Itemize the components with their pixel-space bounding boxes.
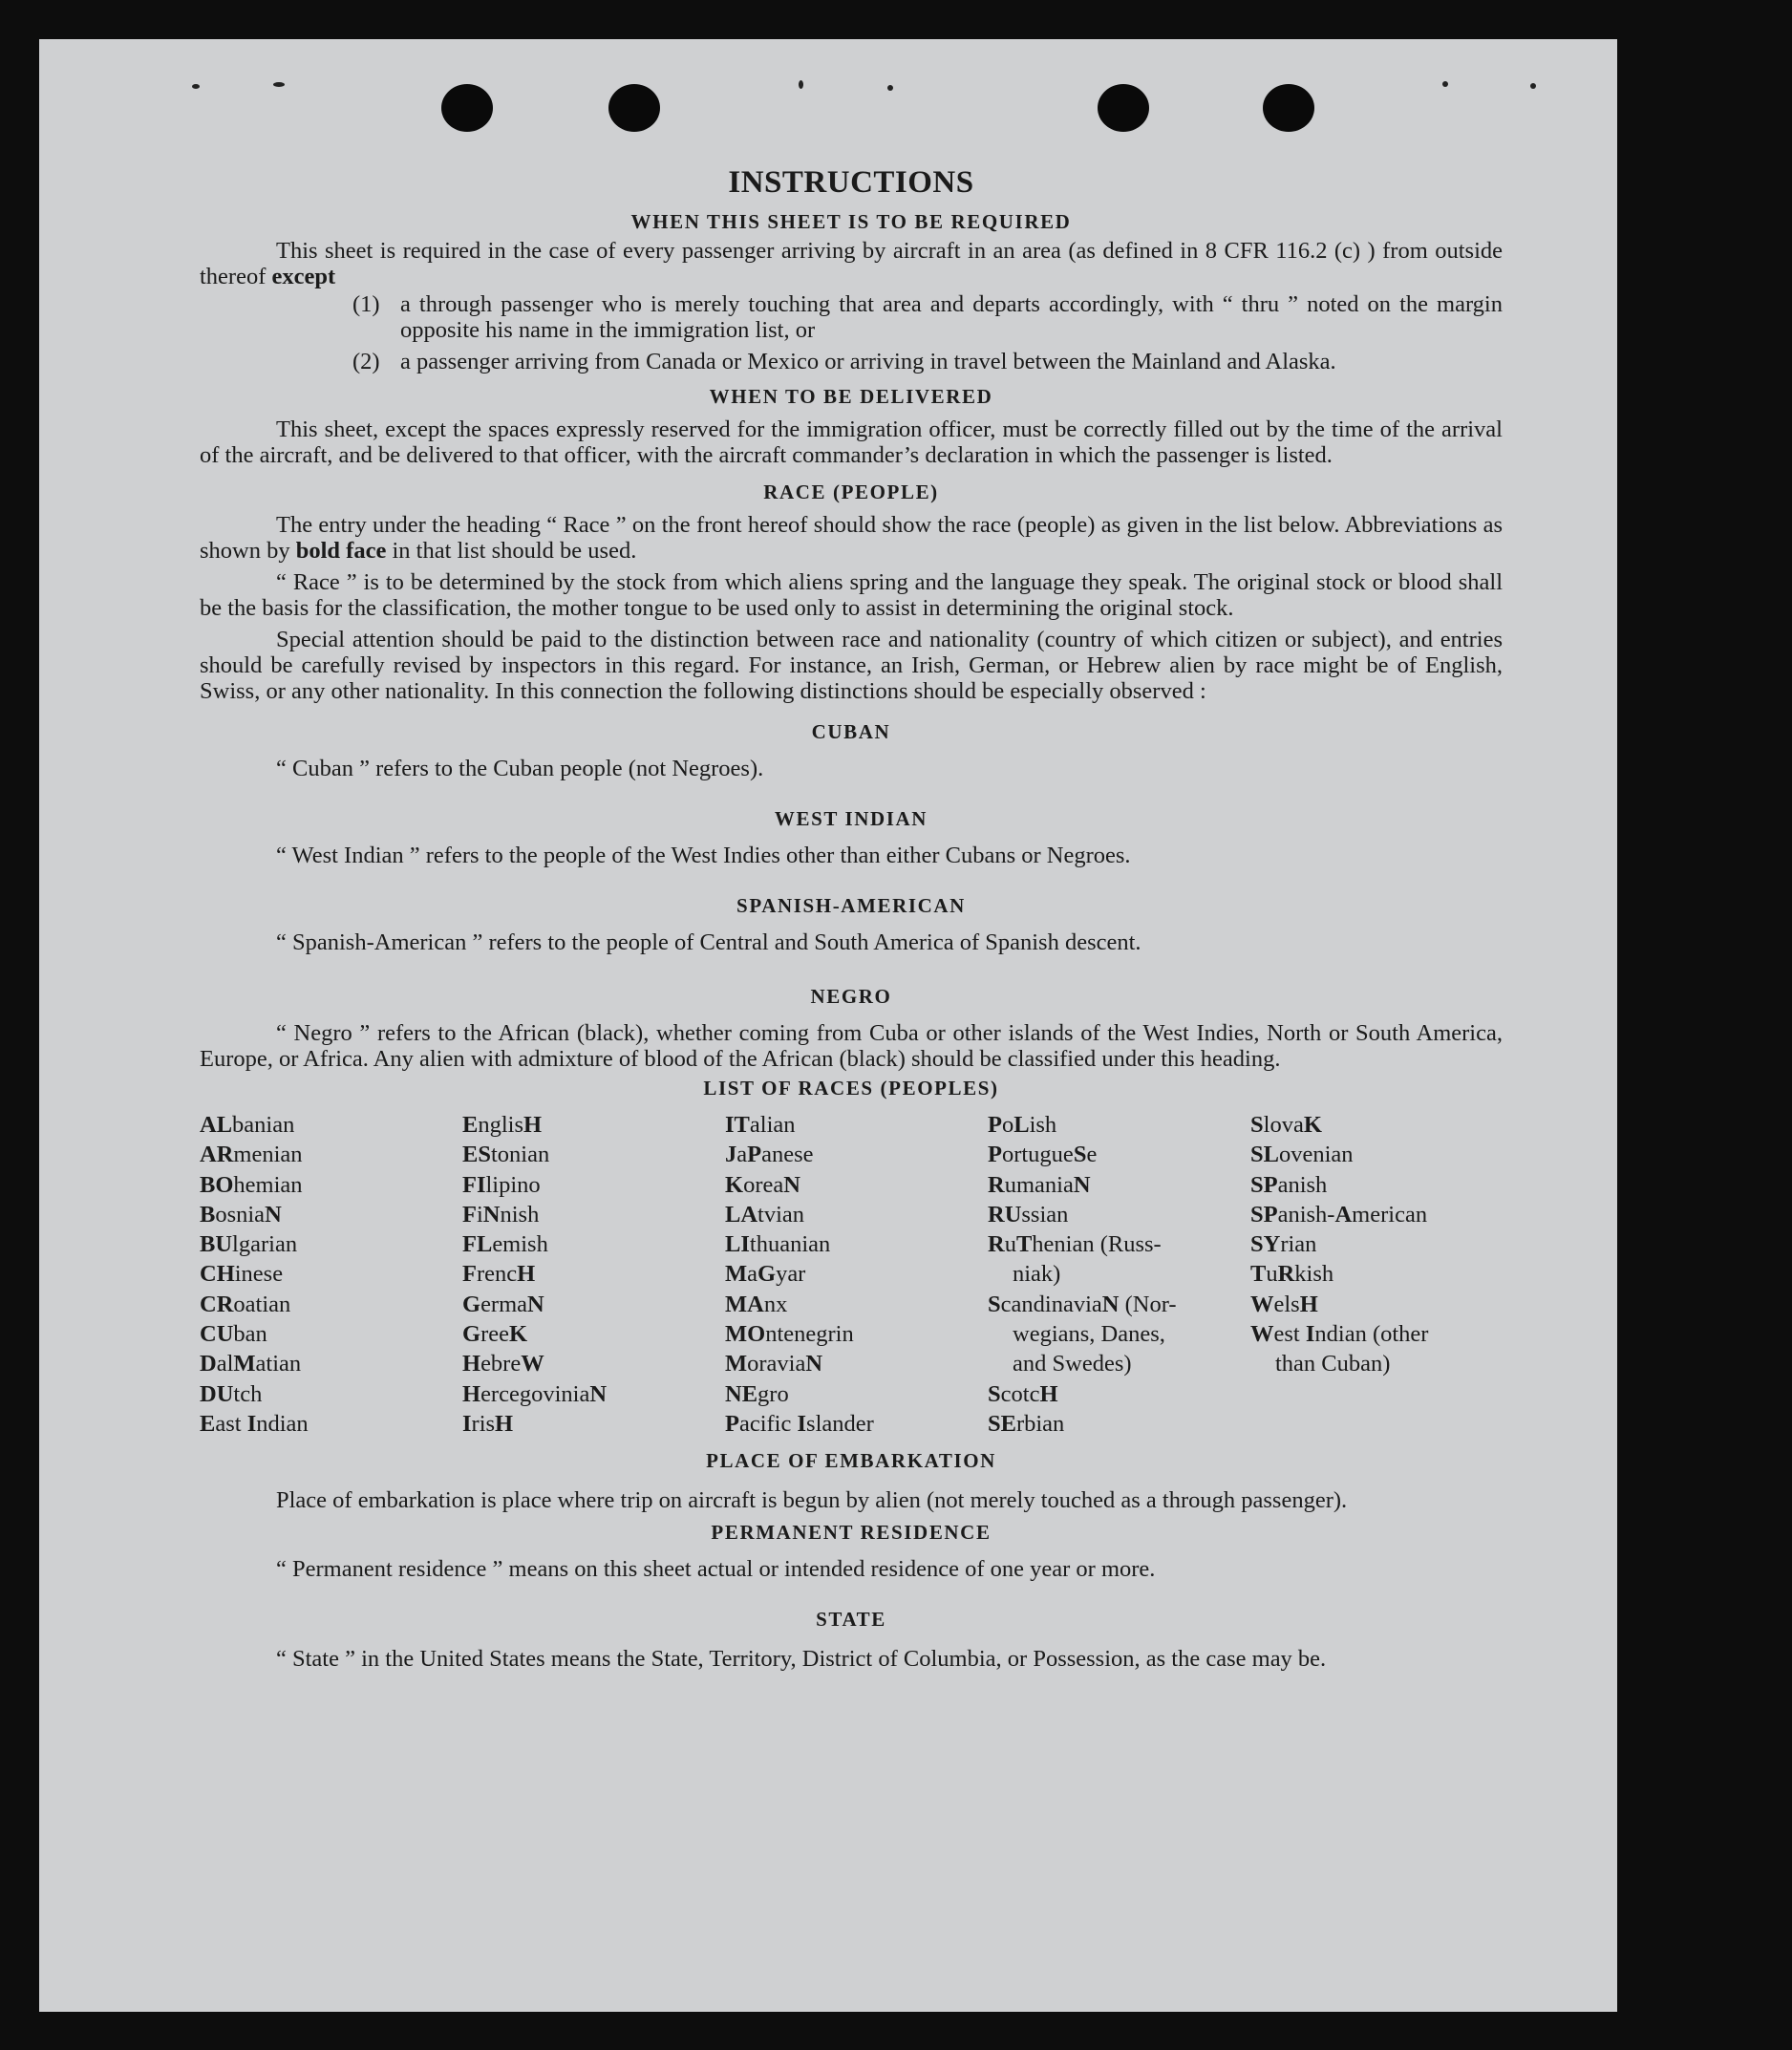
race-entry: DalMatian — [200, 1351, 302, 1377]
paragraph: “ Cuban ” refers to the Cuban people (not Negroes). — [276, 756, 764, 781]
section-heading: PERMANENT RESIDENCE — [711, 1521, 992, 1545]
document-page — [39, 39, 1617, 2012]
race-entry: SlovaK — [1250, 1112, 1322, 1138]
punch-hole — [1263, 84, 1314, 132]
race-list — [200, 1110, 1503, 1439]
race-entry: PoLish — [988, 1112, 1057, 1138]
race-entry: TuRkish — [1250, 1261, 1334, 1288]
race-entry: SPanish-American — [1250, 1201, 1428, 1228]
race-entry: SErbian — [988, 1410, 1065, 1437]
section-heading: WHEN TO BE DELIVERED — [709, 385, 993, 408]
race-entry: SLovenian — [1250, 1142, 1354, 1168]
race-column — [725, 1110, 988, 1439]
paragraph: “ Negro ” refers to the African (black), whether coming from Cuba or other islands of the West Indies, North or South America, Europe, or Africa. Any alien with admixture of blood of the African (black) should be classified under this heading. — [200, 1020, 1503, 1072]
race-entry: JaPanese — [725, 1142, 814, 1168]
paragraph: This sheet is required in the case of every passenger arriving by aircraft in an area (as defined in 8 CFR 116.2 (c) ) from outside thereof except — [200, 238, 1503, 289]
paragraph: “ Permanent residence ” means on this sheet actual or intended residence of one year or more. — [276, 1556, 1156, 1583]
race-entry: and Swedes) — [1013, 1351, 1132, 1377]
speck — [799, 80, 803, 89]
bold-words: bold face — [295, 538, 387, 564]
speck — [887, 85, 893, 91]
race-entry: BUlgarian — [200, 1231, 298, 1258]
race-entry: CRoatian — [200, 1291, 291, 1317]
punch-hole — [441, 84, 493, 132]
race-entry: LAtvian — [725, 1201, 805, 1228]
race-entry: ARmenian — [200, 1142, 303, 1168]
race-entry: niak) — [1013, 1261, 1061, 1288]
race-entry: CHinese — [200, 1261, 284, 1288]
race-entry: than Cuban) — [1275, 1351, 1391, 1377]
race-entry: MoraviaN — [725, 1351, 823, 1377]
race-entry: MAnx — [725, 1291, 788, 1317]
speck — [273, 82, 285, 87]
punch-hole — [608, 84, 660, 132]
race-entry: EnglisH — [462, 1112, 543, 1138]
page-title: INSTRUCTIONS — [728, 165, 974, 200]
race-entry: DUtch — [200, 1380, 263, 1407]
race-entry: PortugueSe — [988, 1142, 1098, 1168]
race-entry: Pacific Islander — [725, 1410, 874, 1437]
race-column — [462, 1110, 725, 1439]
race-entry: BosniaN — [200, 1201, 282, 1228]
race-entry: GreeK — [462, 1321, 528, 1348]
race-entry: FIlipino — [462, 1171, 541, 1198]
race-entry: HebreW — [462, 1351, 544, 1377]
paragraph: “ Race ” is to be determined by the stock from which aliens spring and the language they speak. The original stock or blood shall be the basis for the classification, the mother tongue to be used only to assist in determining the original stock. — [200, 569, 1503, 621]
punch-hole — [1098, 84, 1149, 132]
race-entry: SPanish — [1250, 1171, 1328, 1198]
race-entry: ScandinaviaN (Nor- — [988, 1291, 1177, 1317]
race-column — [200, 1110, 462, 1439]
race-entry: West Indian (other — [1250, 1321, 1429, 1348]
race-entry: ITalian — [725, 1112, 796, 1138]
speck — [1530, 83, 1536, 89]
race-column — [1250, 1110, 1508, 1439]
race-entry: FLemish — [462, 1231, 548, 1258]
race-entry: SYrian — [1250, 1231, 1317, 1258]
section-heading: WHEN THIS SHEET IS TO BE REQUIRED — [630, 210, 1072, 233]
race-column — [988, 1110, 1250, 1439]
section-heading: LIST OF RACES (PEOPLES) — [703, 1077, 999, 1100]
section-heading: RACE (PEOPLE) — [763, 480, 939, 503]
race-entry: wegians, Danes, — [1013, 1321, 1165, 1348]
race-entry: EStonian — [462, 1142, 550, 1168]
speck — [192, 84, 200, 89]
speck — [1442, 81, 1448, 87]
race-entry: East Indian — [200, 1410, 309, 1437]
section-heading: SPANISH-AMERICAN — [736, 894, 966, 917]
paragraph: Special attention should be paid to the distinction between race and nationality (country of which citizen or subject), and entries should be carefully revised by inspectors in this regard. For instance, an Irish, German, or Hebrew alien by race might be of English, Swiss, or any other nationality. In this connection the following distinctions should be especially observed : — [200, 627, 1503, 704]
section-heading: CUBAN — [811, 720, 891, 743]
race-entry: WelsH — [1250, 1291, 1318, 1317]
race-entry: HercegoviniaN — [462, 1380, 608, 1407]
race-entry: FiNnish — [462, 1201, 540, 1228]
list-item: (2) a passenger arriving from Canada or Mexico or arriving in travel between the Mainland and Alaska. — [352, 349, 1336, 374]
list-item: (1) a through passenger who is merely touching that area and departs accordingly, with “ thru ” noted on the margin opposite his name in the immigration list, or — [352, 291, 1503, 343]
race-entry: KoreaN — [725, 1171, 800, 1198]
section-heading: WEST INDIAN — [774, 807, 928, 830]
race-entry: RuThenian (Russ- — [988, 1231, 1162, 1258]
race-entry: MOntenegrin — [725, 1321, 854, 1348]
race-entry: ALbanian — [200, 1112, 295, 1138]
section-heading: NEGRO — [810, 985, 892, 1008]
paragraph: The entry under the heading “ Race ” on the front hereof should show the race (people) as given in the list below. Abbreviations as shown by bold face in that list should be used. — [200, 512, 1503, 564]
race-entry: LIthuanian — [725, 1231, 831, 1258]
paragraph: “ Spanish-American ” refers to the people of Central and South America of Spanish descent. — [276, 929, 1141, 955]
race-entry: ScotcH — [988, 1380, 1058, 1407]
paragraph: “ West Indian ” refers to the people of the West Indies other than either Cubans or Negroes. — [276, 843, 1131, 868]
paragraph: This sheet, except the spaces expressly reserved for the immigration officer, must be correctly filled out by the time of the arrival of the aircraft, and be delivered to that officer, with the aircraft commander’s declaration in which the passenger is listed. — [200, 416, 1503, 468]
race-entry: IrisH — [462, 1410, 514, 1437]
bold-word: except — [271, 264, 336, 289]
section-heading: STATE — [816, 1608, 886, 1632]
race-entry: GermaN — [462, 1291, 544, 1317]
race-entry: FrencH — [462, 1261, 536, 1288]
race-entry: NEgro — [725, 1380, 789, 1407]
section-heading: PLACE OF EMBARKATION — [706, 1449, 996, 1473]
race-entry: BOhemian — [200, 1171, 303, 1198]
race-entry: RUssian — [988, 1201, 1069, 1228]
instructions-content — [200, 165, 1503, 1675]
race-entry: MaGyar — [725, 1261, 806, 1288]
race-entry: CUban — [200, 1321, 267, 1348]
paragraph: “ State ” in the United States means the State, Territory, District of Columbia, or Possession, as the case may be. — [276, 1646, 1327, 1673]
paragraph: Place of embarkation is place where trip on aircraft is begun by alien (not merely touched as a through passenger). — [276, 1487, 1348, 1514]
race-entry: RumaniaN — [988, 1171, 1091, 1198]
